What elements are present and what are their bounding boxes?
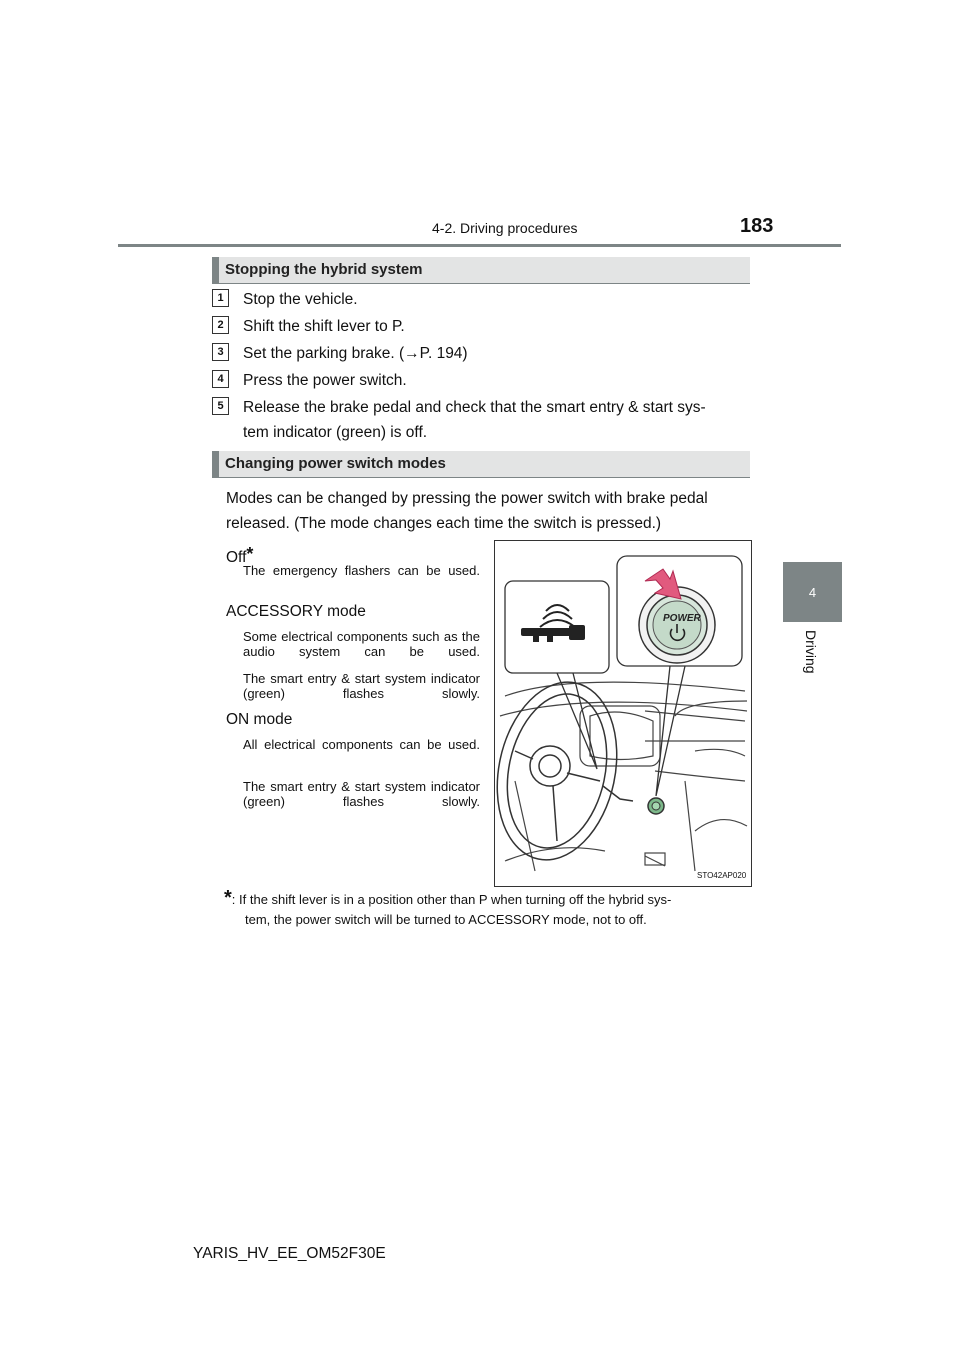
step-number: 1: [212, 289, 229, 307]
heading-accent-bar: [212, 257, 219, 284]
section-heading-text: Stopping the hybrid system: [225, 261, 423, 278]
section-heading-modes: [212, 451, 750, 478]
intro-line-2: released. (The mode changes each time the switch is pressed.): [226, 515, 662, 532]
step-number: 2: [212, 316, 229, 334]
heading-accent-bar: [212, 451, 219, 478]
power-switch-illustration: [494, 540, 752, 887]
footnote-line-1: [224, 888, 752, 910]
asterisk-marker: *: [246, 544, 254, 564]
mode-desc-accessory-2: The smart entry & start system indicator (green) flashes slowly.: [243, 671, 480, 701]
running-header-section: 4-2. Driving procedures: [432, 220, 578, 236]
section-heading-text: Changing power switch modes: [225, 455, 446, 472]
mode-title-on: ON mode: [226, 711, 293, 728]
section-heading-stopping: [212, 257, 750, 284]
mode-desc-accessory-1: Some electrical components such as the audio system can be used.: [243, 629, 480, 659]
mode-desc-on-2: The smart entry & start system indicator (green) flashes slowly.: [243, 779, 480, 809]
step-text: Shift the shift lever to P.: [243, 318, 405, 335]
intro-line-1: Modes can be changed by pressing the power switch with brake pedal: [226, 490, 708, 507]
chapter-label: Driving: [803, 630, 819, 674]
step-number: 5: [212, 397, 229, 415]
footnote-line-2: tem, the power switch will be turned to ACCESSORY mode, not to off.: [245, 912, 647, 927]
step-text: Release the brake pedal and check that the smart entry & start sys-: [243, 399, 706, 416]
page-number: 183: [740, 215, 774, 237]
chapter-number: 4: [808, 584, 817, 600]
mode-title-accessory: ACCESSORY mode: [226, 603, 366, 620]
step-text-continued: tem indicator (green) is off.: [243, 424, 428, 441]
chapter-tab: [783, 562, 842, 622]
mode-off-label: Off: [226, 549, 247, 567]
step-text: Stop the vehicle.: [243, 291, 358, 308]
mode-desc-off: The emergency flashers can be used.: [243, 563, 480, 578]
step-text: Press the power switch.: [243, 372, 407, 389]
footnote-asterisk: *: [224, 887, 232, 909]
mode-desc-on-1: All electrical components can be used.: [243, 737, 480, 752]
document-id: YARIS_HV_EE_OM52F30E: [193, 1245, 386, 1262]
step-number: 3: [212, 343, 229, 361]
header-divider: [118, 244, 841, 247]
power-button-text: POWER: [663, 613, 701, 624]
illustration-code: STO42AP020: [697, 871, 747, 880]
chapter-label-wrapper: [785, 628, 840, 688]
dashboard-drawing: [495, 541, 751, 886]
footnote-text-1: : If the shift lever is in a position other than P when turning off the hybrid sys-: [231, 892, 672, 907]
step-text: Set the parking brake. (→P. 194): [243, 345, 468, 362]
step-number: 4: [212, 370, 229, 388]
